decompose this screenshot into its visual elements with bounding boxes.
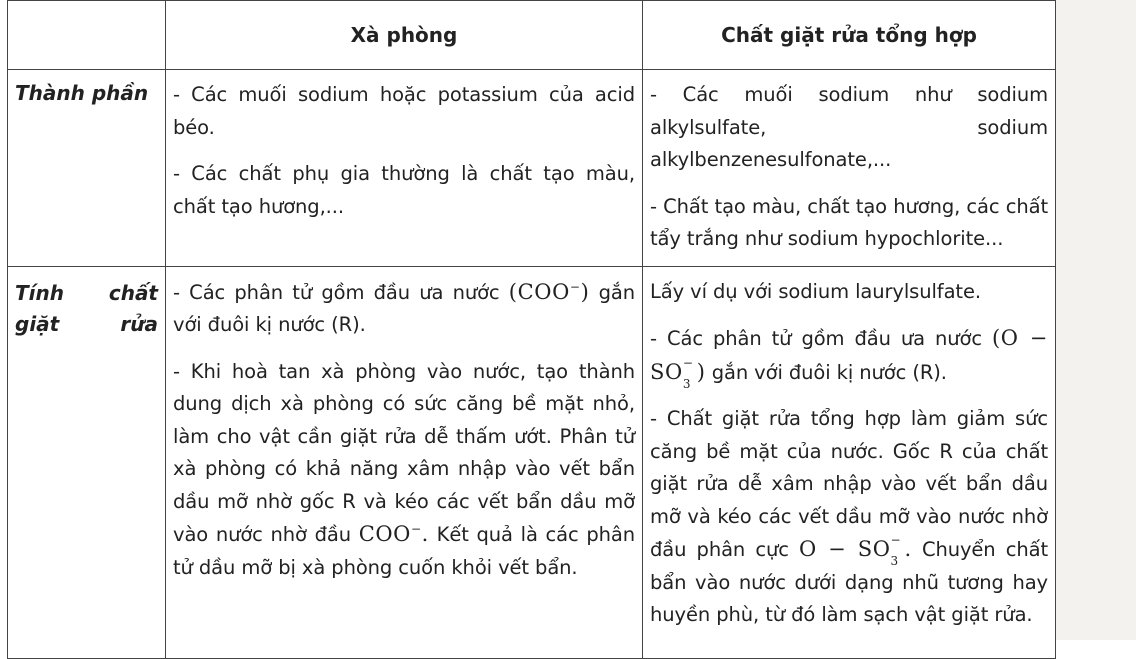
comparison-table — [7, 0, 1056, 659]
so3-charge-2: − — [890, 533, 902, 547]
so3-script — [683, 356, 697, 389]
header-blank — [8, 1, 166, 70]
detergent-composition-p1: - Các muối sodium như sodium alkylsulfate, sodium alkylbenzenesulfonate,... — [650, 83, 1048, 171]
detergent-cleaning-p2-text: - Chất giặt rửa tổng hợp làm giảm sức căng bề mặt của nước. Gốc R của chất giặt rửa dễ xâm nhập vào vết bẩn dầu mỡ và kéo các vết dầu mỡ vào nước nhờ đầu phân cực — [650, 407, 1048, 561]
coo-charge-2: − — [411, 522, 422, 536]
detergent-cleaning — [643, 266, 1056, 658]
detergent-composition-p2: - Chất tạo màu, chất tạo hương, các chất tẩy trắng như sodium hypochlorite... — [650, 194, 1048, 250]
soap-cleaning-p1a: - Các phân tử gồm đầu ưa nước — [173, 280, 500, 304]
detergent-composition — [643, 70, 1056, 267]
coo-formula-2: COO−. — [358, 522, 429, 546]
soap-composition-p1: - Các muối sodium hoặc potassium của acid béo. — [173, 83, 635, 139]
row-label-cleaning: Tính chất giặt rửa — [8, 266, 166, 658]
detergent-cleaning-p1 — [650, 322, 1048, 389]
coo-charge: − — [569, 279, 581, 294]
row-composition — [8, 70, 1056, 267]
detergent-cleaning-p1a: - Các phân tử gồm đầu ưa nước — [650, 327, 982, 350]
soap-composition — [166, 70, 643, 267]
row-cleaning — [8, 266, 1056, 658]
detergent-cleaning-p0: Lấy ví dụ với sodium laurylsulfate. — [650, 279, 981, 303]
o-so3-formula-2: O − SO − 3 . — [799, 537, 912, 561]
so3-sub: 3 — [682, 376, 692, 391]
coo-formula: (COO−) — [508, 279, 590, 304]
soap-cleaning-p1 — [173, 276, 635, 342]
soap-cleaning-p2 — [173, 356, 635, 585]
coo-text: COO — [517, 279, 570, 304]
so3-charge: − — [682, 355, 694, 370]
soap-composition-p2: - Các chất phụ gia thường là chất tạo màu, chất tạo hương,... — [173, 162, 635, 218]
coo-text-2: COO — [358, 522, 412, 546]
header-detergent: Chất giặt rửa tổng hợp — [643, 1, 1056, 70]
soap-cleaning-p1b: gắn với đuôi kị nước (R). — [173, 280, 635, 336]
soap-cleaning-p2-end: Kết quả là các phân tử dầu mỡ bị xà phòng cuốn khỏi vết bẩn. — [173, 523, 635, 579]
detergent-cleaning-p1b: gắn với đuôi kị nước (R). — [711, 360, 947, 384]
right-margin-strip — [1054, 0, 1136, 640]
so3-script-2 — [891, 533, 905, 566]
o-so3-text: O − SO — [650, 326, 1049, 384]
so3-sub-2: 3 — [890, 554, 899, 568]
detergent-cleaning-p2 — [650, 403, 1048, 632]
header-soap: Xà phòng — [166, 1, 643, 70]
detergent-cleaning-p2-end: Chuyển chất bẩn vào nước dưới dạng nhũ tương hay huyền phù, từ đó làm sạch vật giặt rửa. — [650, 538, 1048, 626]
soap-cleaning-p2-text: - Khi hoà tan xà phòng vào nước, tạo thành dung dịch xà phòng có sức căng bề mặt nhỏ, làm cho vật cần giặt rửa dễ thấm ướt. Phân tử xà phòng có khả năng xâm nhập vào vết bẩn dầu mỡ nhờ gốc R và kéo các vết bẩn dầu mỡ vào nước nhờ đầu — [173, 359, 635, 546]
header-row — [8, 1, 1056, 70]
row-label-composition: Thành phần — [8, 70, 166, 267]
soap-cleaning — [166, 266, 643, 658]
o-so3-text-2: O − SO — [799, 537, 891, 561]
o-so3-formula: (O − SO − 3 ) — [650, 326, 1048, 384]
